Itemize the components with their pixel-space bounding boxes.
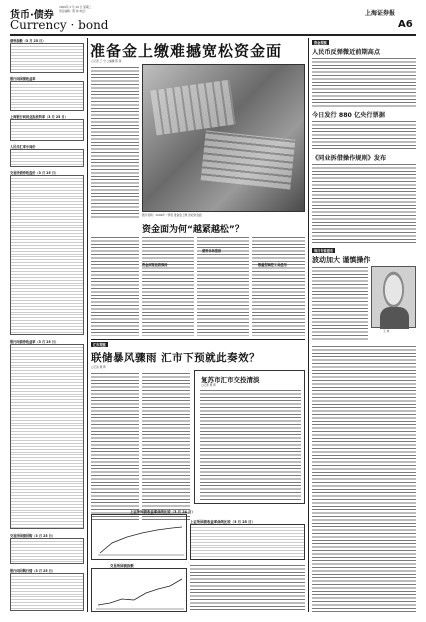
paper-name: 上海证券报 <box>365 10 396 17</box>
headline: 波动加大 谨慎操作 <box>312 256 371 264</box>
left-column <box>10 38 84 612</box>
yield-curve <box>100 527 182 553</box>
byline: ○记者 周 辉 <box>91 365 106 369</box>
article-text <box>312 57 416 107</box>
subheading: 债券市场宽裕 <box>202 249 222 253</box>
sidebar-box <box>194 370 305 504</box>
headline: 资金面为何“越紧越松”？ <box>142 225 244 235</box>
fx-table <box>10 149 84 167</box>
article-text <box>91 66 139 220</box>
article-text <box>252 236 305 336</box>
table-title: 上海银行间同业拆放利率（3 月 25 日） <box>10 115 68 119</box>
article-text <box>312 266 368 342</box>
date-line: 2009年 3 月 26 日 星期二 <box>59 5 92 9</box>
photo-banknotes <box>150 80 235 136</box>
headline: 今日发行 880 亿央行票据 <box>312 112 385 119</box>
masthead-rule <box>10 34 416 36</box>
column-divider <box>87 38 88 612</box>
photo-banknotes <box>201 130 296 189</box>
interbank-bond-table <box>10 344 84 529</box>
editor-line: 责任编辑：陈 铮 电话： <box>59 9 88 13</box>
yield-table-panel <box>190 524 305 560</box>
section-title: 货币·债券 <box>10 10 54 21</box>
table-title: 人民币汇率中间价 <box>10 145 36 149</box>
table-title: 交易所国债回购（3 月 25 日） <box>10 534 56 538</box>
portrait-body <box>380 307 409 329</box>
column-divider <box>308 38 309 612</box>
headline: 人民币反弹微近前期高点 <box>312 49 381 56</box>
repo-table <box>10 538 84 564</box>
yield-chart <box>91 514 187 560</box>
subheading: 资金面宽松将维持 <box>142 263 168 267</box>
chart-title: 上证所国债收益率曲线比较（3 月 24 日） <box>130 510 195 514</box>
section-tag: 资金观察 <box>314 41 327 45</box>
article-text <box>91 372 139 520</box>
subheading: 数量型调控工具使用 <box>258 263 287 267</box>
article-text <box>312 163 416 243</box>
portrait-caption: 王 林 <box>383 329 390 333</box>
news-photo <box>142 64 305 212</box>
exchange-bond-table <box>10 175 84 335</box>
byline: ○记者 丁 宁 ○编辑 陈 铮 <box>91 59 122 63</box>
chart-notes <box>190 564 305 612</box>
article-text <box>312 345 416 612</box>
table-title: 银行间回购行情（3 月 25 日） <box>10 569 56 573</box>
article-text <box>142 236 194 336</box>
shibor-table <box>10 119 84 141</box>
expert-portrait <box>371 266 416 328</box>
index-chart-svg <box>92 569 188 613</box>
box-text <box>200 389 301 501</box>
article-text <box>142 372 190 520</box>
headline: 《同业拆借操作规则》发布 <box>312 155 387 162</box>
article-text <box>91 236 139 336</box>
yield-table <box>10 81 84 111</box>
article-text <box>312 120 416 150</box>
index-table <box>10 43 84 73</box>
headline: 联储暴风骤雨 汇市下预就此奏效？ <box>91 352 261 364</box>
headline: 准备金上缴难撼宽松资金面 <box>90 42 283 60</box>
index-line <box>98 579 182 605</box>
table-title: 银行间国债收益率 <box>10 77 36 81</box>
box-title: 复苏市汇市交投清淡 <box>201 376 260 384</box>
section-english: Currency · bond <box>10 18 109 32</box>
yield-chart-svg <box>92 515 188 561</box>
chart-title: 交易所国债指数 <box>110 564 134 568</box>
byline: ○记者 周 辉 <box>201 383 216 387</box>
table-title: 银行间债券收益率（3 月 25 日） <box>10 340 59 344</box>
photo-caption: 图片说明：2009年一季度 准备金上缴 宽松资金面 <box>142 213 202 217</box>
index-chart <box>91 568 187 612</box>
chart-title: 上证所国债收益率曲线比较（3 月 25 日） <box>190 520 255 524</box>
interbank-repo-table <box>10 573 84 611</box>
data-table <box>191 525 304 559</box>
section-rule <box>91 339 305 340</box>
section-tag: 每日专家看市 <box>314 249 334 253</box>
table-title: 交易所债券收盘价（3 月 25 日） <box>10 171 59 175</box>
section-tag: 汇市观察 <box>93 343 106 347</box>
table-title: 债券指数（3 月 25 日） <box>10 39 46 43</box>
page-number: A6 <box>398 19 413 30</box>
